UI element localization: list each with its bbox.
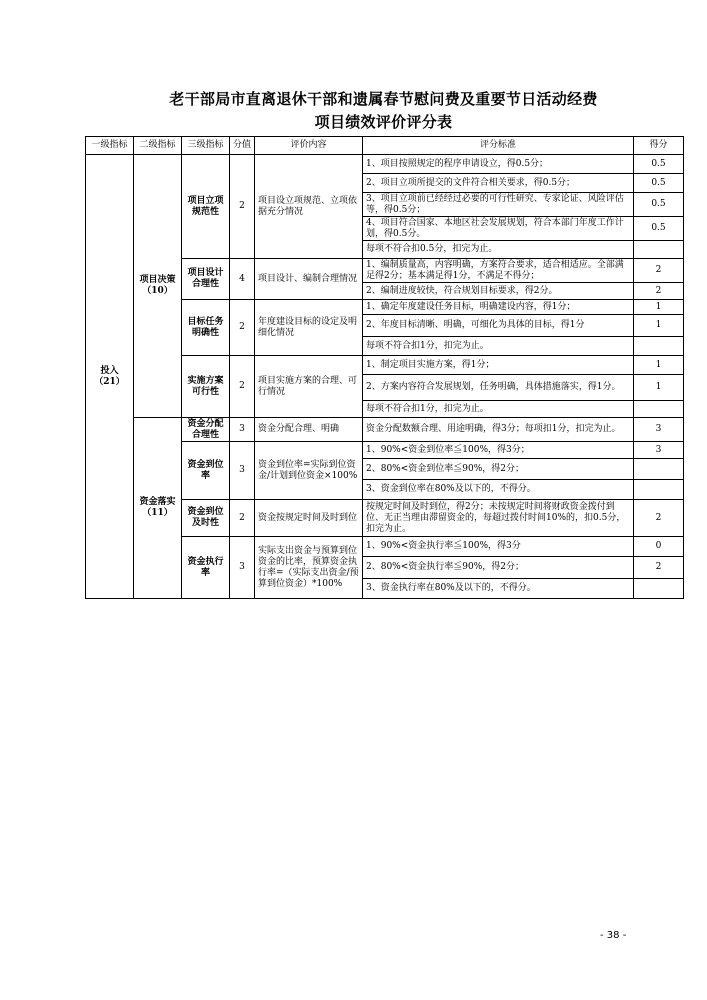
level3-score-cell: 2 [230, 155, 255, 259]
content-cell: 资金到位率=实际到位资金/计划到位资金×100% [255, 442, 363, 500]
content-cell: 资金按规定时间及时到位 [255, 500, 363, 537]
level3-cell: 实施方案可行性 [182, 356, 230, 418]
score-cell: 0.5 [634, 155, 684, 174]
header-level1: 一级指标 [86, 137, 134, 155]
level3-score-cell: 2 [230, 300, 255, 356]
table-row [86, 155, 684, 174]
level3-score-cell: 3 [230, 442, 255, 500]
score-cell: 1 [634, 300, 684, 315]
score-cell [634, 241, 684, 259]
score-cell [634, 579, 684, 599]
criteria-cell: 2、80%<资金到位率≦90%，得2分； [363, 459, 634, 480]
score-cell [634, 401, 684, 418]
criteria-cell: 每项不符合扣1分，扣完为止。 [363, 337, 634, 356]
criteria-cell: 2、80%<资金执行率≦90%，得2分； [363, 557, 634, 579]
level3-cell: 项目立项规范性 [182, 155, 230, 259]
level3-cell: 项目设计合理性 [182, 259, 230, 300]
score-cell: 1 [634, 356, 684, 375]
score-cell [634, 337, 684, 356]
level3-score-cell: 3 [230, 418, 255, 442]
score-cell: 2 [634, 283, 684, 300]
level3-cell: 资金执行率 [182, 537, 230, 599]
criteria-cell: 每项不符合扣0.5分，扣完为止。 [363, 241, 634, 259]
score-cell: 3 [634, 418, 684, 442]
header-score-value: 分值 [230, 137, 255, 155]
table-header-row [86, 137, 684, 155]
criteria-cell: 资金分配数额合理、用途明确，得3分；每项扣1分，扣完为止。 [363, 418, 634, 442]
score-cell: 1 [634, 315, 684, 337]
header-score: 得分 [634, 137, 684, 155]
level3-cell: 目标任务明确性 [182, 300, 230, 356]
score-cell: 2 [634, 500, 684, 537]
criteria-cell: 2、方案内容符合发展规划，任务明确，具体措施落实，得1分。 [363, 375, 634, 401]
page-number: - 38 - [600, 930, 627, 941]
level2-cell: 资金落实 （11） [134, 418, 182, 599]
title-line-2: 项目绩效评价评分表 [314, 113, 453, 131]
criteria-cell: 3、资金到位率在80%及以下的，不得分。 [363, 480, 634, 500]
level3-score-cell: 3 [230, 537, 255, 599]
criteria-cell: 2、项目立项所提交的文件符合相关要求，得0.5分； [363, 174, 634, 193]
score-cell: 1 [634, 375, 684, 401]
header-level3: 三级指标 [182, 137, 230, 155]
level3-score-cell: 2 [230, 356, 255, 418]
level3-score-cell: 2 [230, 500, 255, 537]
document-title [85, 88, 682, 134]
header-level2: 二级指标 [134, 137, 182, 155]
criteria-cell: 3、资金执行率在80%及以下的，不得分。 [363, 579, 634, 599]
score-cell: 3 [634, 442, 684, 459]
score-cell: 0.5 [634, 193, 684, 217]
score-cell: 0.5 [634, 217, 684, 241]
content-cell: 资金分配合理、明确 [255, 418, 363, 442]
level3-cell: 资金到位率 [182, 442, 230, 500]
criteria-cell: 3、项目立项前已经经过必要的可行性研究、专家论证、风险评估等，得0.5分； [363, 193, 634, 217]
header-content: 评价内容 [255, 137, 363, 155]
criteria-cell: 2、编制进度较快，符合规划目标要求，得2分。 [363, 283, 634, 300]
criteria-cell: 2、年度目标清晰、明确，可细化为具体的目标，得1分 [363, 315, 634, 337]
criteria-cell: 每项不符合扣1分，扣完为止。 [363, 401, 634, 418]
score-cell [634, 459, 684, 480]
content-cell: 实际支出资金与预算到位资金的比率，预算资金执行率=（实际支出资金/预算到位资金）*100% [255, 537, 363, 599]
level3-cell: 资金到位及时性 [182, 500, 230, 537]
score-cell [634, 480, 684, 500]
header-criteria: 评分标准 [363, 137, 634, 155]
criteria-cell: 1、制定项目实施方案，得1分； [363, 356, 634, 375]
content-cell: 项目实施方案的合理、可行情况 [255, 356, 363, 418]
score-cell: 2 [634, 259, 684, 283]
score-cell: 2 [634, 557, 684, 579]
level2-cell: 项目决策 （10） [134, 155, 182, 418]
criteria-cell: 1、编制质量高，内容明确，方案符合要求，适合相适应。全部满足得2分；基本满足得1分，不满足不得分； [363, 259, 634, 283]
table-row [86, 418, 684, 442]
level1-cell: 投入 （21） [86, 155, 134, 599]
criteria-cell: 按规定时间及时到位，得2分；未按规定时间将财政资金拨付到位、无正当理由滞留资金的，每超过拨付时间10%的，扣0.5分，扣完为止。 [363, 500, 634, 537]
score-cell: 0 [634, 537, 684, 557]
content-cell: 项目设立项规范、立项依据充分情况 [255, 155, 363, 259]
evaluation-table [85, 136, 684, 599]
criteria-cell: 4、项目符合国家、本地区社会发展规划，符合本部门年度工作计划，得0.5分。 [363, 217, 634, 241]
content-cell: 年度建设目标的设定及明细化情况 [255, 300, 363, 356]
content-cell: 项目设计、编制合理情况 [255, 259, 363, 300]
title-line-1: 老干部局市直离退休干部和遗属春节慰问费及重要节日活动经费 [169, 90, 598, 108]
criteria-cell: 1、确定年度建设任务目标，明确建设内容，得1分； [363, 300, 634, 315]
level3-score-cell: 4 [230, 259, 255, 300]
criteria-cell: 1、项目按照规定的程序申请设立，得0.5分； [363, 155, 634, 174]
criteria-cell: 1、90%<资金到位率≦100%，得3分； [363, 442, 634, 459]
score-cell: 0.5 [634, 174, 684, 193]
level3-cell: 资金分配合理性 [182, 418, 230, 442]
criteria-cell: 1、90%<资金执行率≦100%，得3分 [363, 537, 634, 557]
